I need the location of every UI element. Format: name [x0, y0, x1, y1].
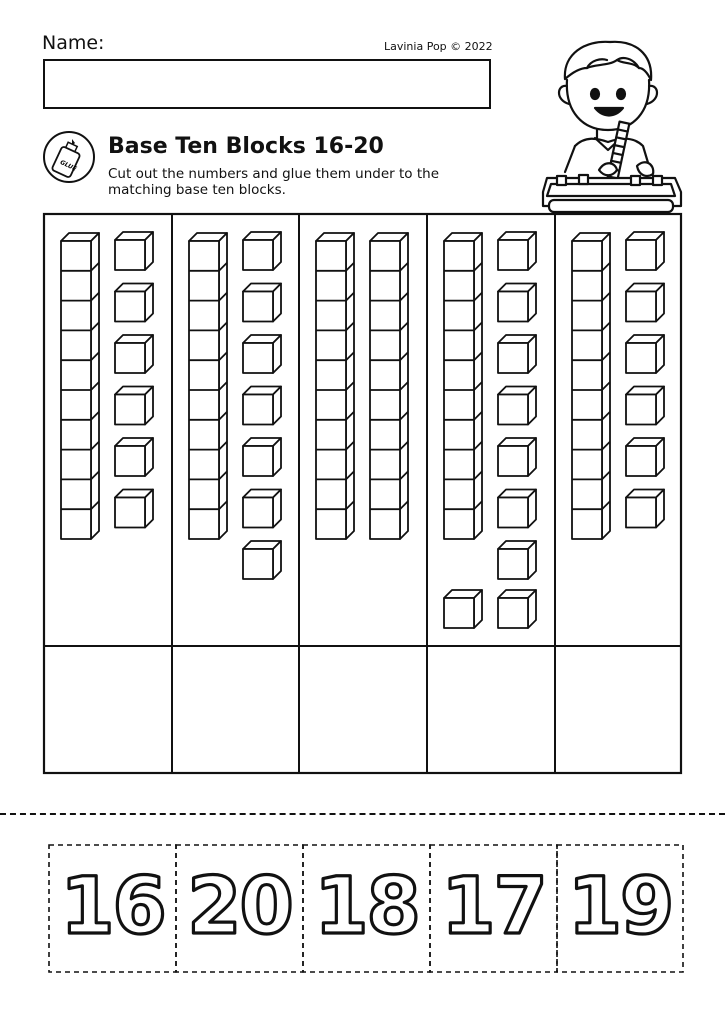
copyright-credit: Lavinia Pop © 2022: [384, 40, 493, 53]
number-card-17[interactable]: [430, 845, 557, 972]
number-card-20[interactable]: [176, 845, 303, 972]
glue-label: GLUE: [58, 158, 78, 173]
number-card-label: 19: [567, 862, 673, 952]
number-card-19[interactable]: [557, 845, 683, 972]
number-card-label: 17: [441, 862, 546, 952]
number-card-16[interactable]: [49, 845, 176, 972]
number-card-18[interactable]: [303, 845, 430, 972]
number-card-label: 16: [60, 862, 165, 952]
number-card-label: 18: [314, 862, 419, 952]
worksheet-instructions: Cut out the numbers and glue them under to the matching base ten blocks.: [108, 166, 440, 198]
worksheet-title: Base Ten Blocks 16-20: [108, 134, 384, 159]
number-card-label: 20: [187, 862, 292, 952]
name-label: Name:: [42, 32, 105, 54]
